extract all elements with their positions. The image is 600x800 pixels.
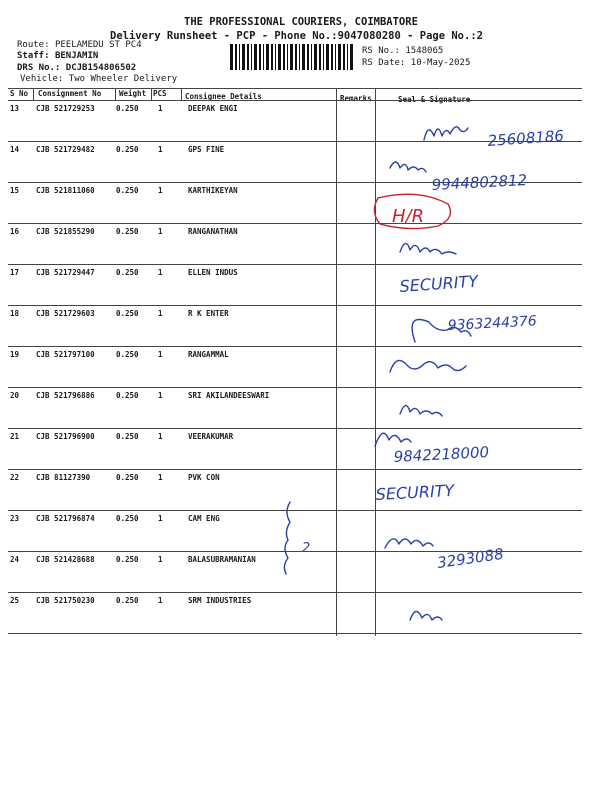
- consignee-name: KARTHIKEYAN: [188, 186, 238, 195]
- pcs: 1: [158, 104, 163, 113]
- pcs: 1: [158, 596, 163, 605]
- weight: 0.250: [116, 145, 139, 154]
- consignment-no: CJB 521811060: [36, 186, 95, 195]
- signature-row23: [385, 539, 433, 548]
- drs-value: DCJB154806502: [65, 63, 137, 73]
- hw-row24: 3293088: [436, 544, 505, 572]
- hw-row18: 9363244376: [447, 313, 538, 334]
- rs-no-label: RS No.:: [362, 46, 400, 56]
- consignee-name: RANGANATHAN: [188, 227, 238, 236]
- staff-label: Staff:: [17, 51, 50, 61]
- pcs: 1: [158, 473, 163, 482]
- route-label: Route:: [17, 40, 50, 50]
- weight: 0.250: [116, 309, 139, 318]
- row-sno: 24: [10, 555, 20, 564]
- row-sno: 17: [10, 268, 20, 277]
- rs-date-value: 10-May-2025: [410, 58, 471, 68]
- hw-bracket-number: 2: [302, 541, 311, 556]
- signature-row25: [410, 611, 442, 620]
- row-sno: 18: [10, 309, 20, 318]
- consignment-no: CJB 521796874: [36, 514, 95, 523]
- staff-value: BENJAMIN: [54, 51, 99, 61]
- signature-row20: [400, 405, 442, 416]
- row-sno: 22: [10, 473, 20, 482]
- header-consignment: Consignment No: [38, 89, 102, 98]
- header-sno: S No: [10, 89, 29, 98]
- consignment-no: CJB 521729603: [36, 309, 95, 318]
- signature-row13: [424, 127, 468, 140]
- row-sno: 21: [10, 432, 20, 441]
- row-sno: 19: [10, 350, 20, 359]
- pcs: 1: [158, 432, 163, 441]
- row-sno: 20: [10, 391, 20, 400]
- consignment-no: CJB 521729447: [36, 268, 95, 277]
- weight: 0.250: [116, 186, 139, 195]
- weight: 0.250: [116, 104, 139, 113]
- pcs: 1: [158, 309, 163, 318]
- signature-row21: [375, 433, 411, 446]
- consignee-name: SRI AKILANDEESWARI: [188, 391, 270, 400]
- consignment-no: CJB 521796886: [36, 391, 95, 400]
- pcs: 1: [158, 186, 163, 195]
- weight: 0.250: [116, 227, 139, 236]
- header-weight: Weight: [119, 89, 147, 98]
- consignee-name: R K ENTER: [188, 309, 229, 318]
- hw-row21: 9842218000: [393, 443, 490, 466]
- weight: 0.250: [116, 555, 139, 564]
- hw-row15: H/R: [392, 206, 425, 227]
- rs-date-label: RS Date:: [362, 58, 406, 68]
- company-title: THE PROFESSIONAL COURIERS, COIMBATORE: [184, 16, 418, 28]
- consignee-name: GPS FINE: [188, 145, 225, 154]
- pcs: 1: [158, 555, 163, 564]
- consignee-name: SRM INDUSTRIES: [188, 596, 252, 605]
- consignment-no: CJB 521750230: [36, 596, 95, 605]
- consignment-no: CJB 521729253: [36, 104, 95, 113]
- row-sno: 16: [10, 227, 20, 236]
- row-sno: 15: [10, 186, 20, 195]
- hw-row14: 9944802812: [431, 171, 528, 194]
- hw-row22: SECURITY: [375, 480, 455, 504]
- consignee-name: CAM ENG: [188, 514, 220, 523]
- weight: 0.250: [116, 473, 139, 482]
- consignee-name: RANGAMMAL: [188, 350, 229, 359]
- header-seal: Seal & Signature: [398, 95, 471, 104]
- row-sno: 13: [10, 104, 20, 113]
- consignment-no: CJB 521796900: [36, 432, 95, 441]
- consignee-name: DEEPAK ENGI: [188, 104, 238, 113]
- hw-row13: 25608186: [487, 126, 565, 150]
- pcs: 1: [158, 350, 163, 359]
- pcs: 1: [158, 514, 163, 523]
- consignee-name: VEERAKUMAR: [188, 432, 234, 441]
- signature-row19: [390, 360, 466, 372]
- pcs: 1: [158, 227, 163, 236]
- row-sno: 23: [10, 514, 20, 523]
- consignment-no: CJB 521855290: [36, 227, 95, 236]
- bracket-mark: [284, 502, 290, 574]
- header-pcs: PCS: [153, 89, 167, 98]
- consignee-name: BALASUBRAMANIAN: [188, 555, 256, 564]
- header-remarks: Remarks: [340, 94, 372, 103]
- signature-row14: [390, 162, 426, 172]
- pcs: 1: [158, 268, 163, 277]
- weight: 0.250: [116, 350, 139, 359]
- weight: 0.250: [116, 391, 139, 400]
- consignee-name: PVK CON: [188, 473, 220, 482]
- consignment-no: CJB 521729482: [36, 145, 95, 154]
- pcs: 1: [158, 391, 163, 400]
- rs-no-value: 1548065: [405, 46, 444, 56]
- consignee-name: ELLEN INDUS: [188, 268, 238, 277]
- vehicle-label: Vehicle:: [20, 74, 64, 84]
- drs-label: DRS No.:: [17, 63, 61, 73]
- route-value: PEELAMEDU ST PC4: [54, 40, 142, 50]
- signature-row16: [400, 243, 456, 254]
- runsheet-subtitle: Delivery Runsheet - PCP - Phone No.:9047080280 - Page No.:2: [110, 30, 483, 42]
- weight: 0.250: [116, 268, 139, 277]
- header-consignee: Consignee Details: [185, 92, 262, 101]
- consignment-no: CJB 521428688: [36, 555, 95, 564]
- consignment-no: CJB 81127390: [36, 473, 91, 482]
- row-sno: 14: [10, 145, 20, 154]
- hw-row17: SECURITY: [398, 271, 479, 296]
- vehicle-value: Two Wheeler Delivery: [68, 74, 178, 84]
- consignment-no: CJB 521797100: [36, 350, 95, 359]
- weight: 0.250: [116, 514, 139, 523]
- pcs: 1: [158, 145, 163, 154]
- row-sno: 25: [10, 596, 20, 605]
- weight: 0.250: [116, 432, 139, 441]
- weight: 0.250: [116, 596, 139, 605]
